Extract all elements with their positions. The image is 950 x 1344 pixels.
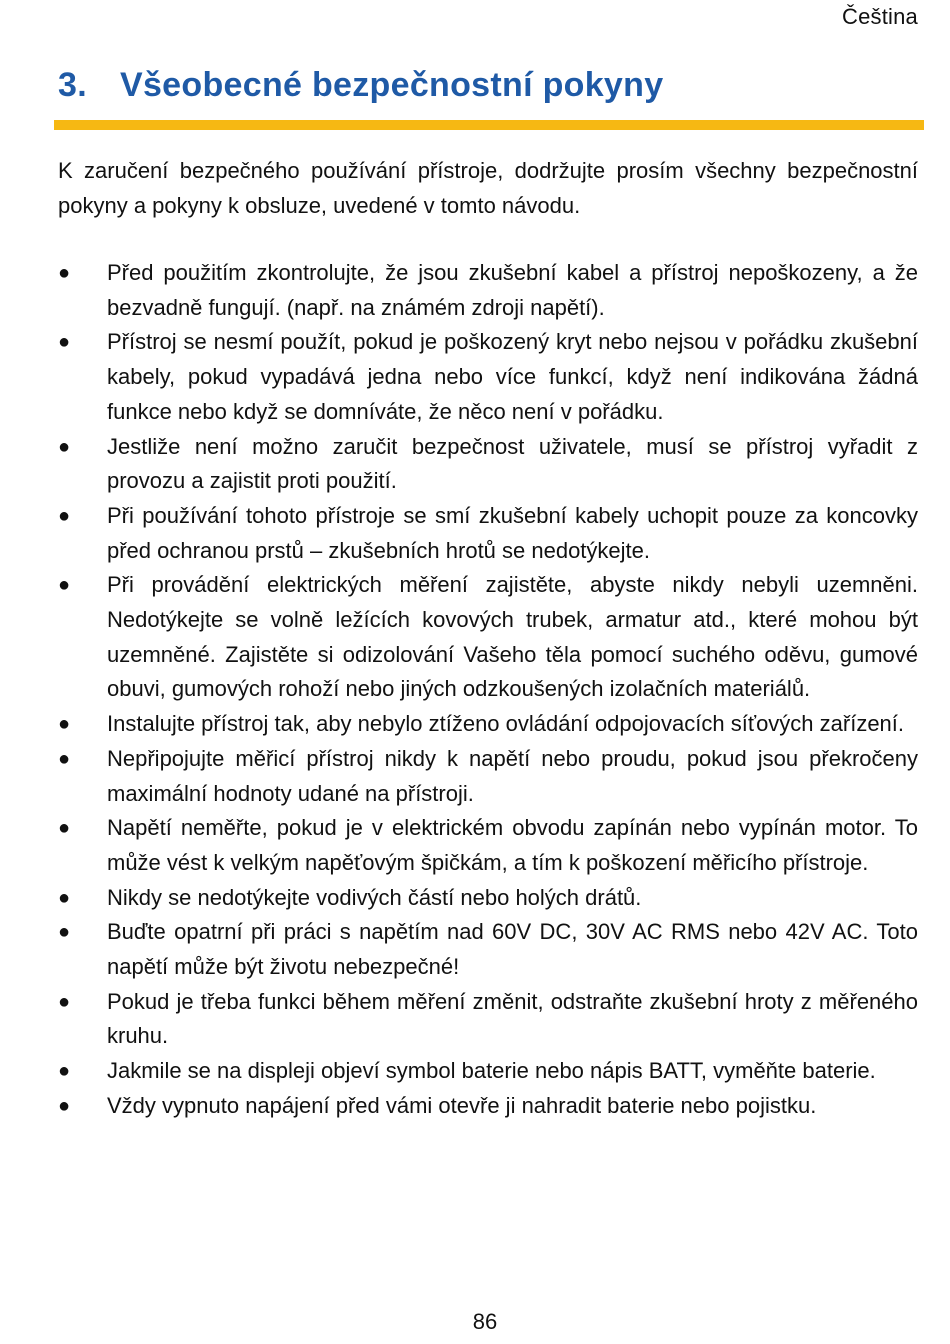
list-item <box>58 915 918 984</box>
section-number: 3. <box>58 66 87 104</box>
list-item <box>58 881 918 916</box>
list-item <box>58 1089 918 1124</box>
bullet-icon: ● <box>58 1060 71 1083</box>
list-item-text: Nikdy se nedotýkejte vodivých částí nebo holých drátů. <box>107 884 642 910</box>
list-item <box>58 568 918 707</box>
list-item-text: Při používání tohoto přístroje se smí zkušební kabely uchopit pouze za koncovky před ochranou prstů – zkušebních hrotů se nedotýkejte. <box>107 502 918 563</box>
bullet-icon: ● <box>58 331 71 354</box>
list-item-text: Před použitím zkontrolujte, že jsou zkušební kabel a přístroj nepoškozeny, a že bezvadně fungují. (např. na známém zdroji napětí). <box>107 260 918 320</box>
bullet-icon: ● <box>58 817 71 840</box>
bullet-icon: ● <box>58 574 71 597</box>
bullet-icon: ● <box>58 435 71 458</box>
list-item-text: Pokud je třeba funkci během měření změnit, odstraňte zkušební hroty z měřeného kruhu. <box>107 988 918 1049</box>
list-item-text: Přístroj se nesmí použít, pokud je poškozený kryt nebo nejsou v pořádku zkušební kabely, pokud vypadává jedna nebo více funkcí, když není indikována žádná funkce nebo když se domníváte, že něco není v pořádku. <box>107 329 918 424</box>
section-title: Všeobecné bezpečnostní pokyny <box>120 66 664 104</box>
bullet-icon: ● <box>58 262 71 284</box>
list-item <box>58 325 918 429</box>
page-number: 86 <box>472 1309 498 1334</box>
list-item <box>58 742 918 811</box>
bullet-icon: ● <box>58 1094 71 1117</box>
list-item <box>58 430 918 499</box>
list-item <box>58 707 918 742</box>
bullet-icon: ● <box>58 921 71 944</box>
list-item-text: Buďte opatrní při práci s napětím nad 60V DC, 30V AC RMS nebo 42V AC. Toto napětí může být životu nebezpečné! <box>107 919 918 980</box>
list-item <box>58 811 918 880</box>
list-item-text: Jakmile se na displeji objeví symbol baterie nebo nápis BATT, vyměňte baterie. <box>107 1058 876 1084</box>
list-item <box>58 985 918 1054</box>
title-underline-rule <box>54 120 924 130</box>
list-item-text: Nepřipojujte měřicí přístroj nikdy k napětí nebo proudu, pokud jsou překročeny maximální hodnoty udané na přístroji. <box>107 745 918 806</box>
list-item-text: Napětí neměřte, pokud je v elektrickém obvodu zapínán nebo vypínán motor. To může vést k velkým napěťovým špičkám, a tím k poškození měřicího přístroje. <box>107 815 918 875</box>
list-item <box>58 256 918 325</box>
section-heading <box>58 66 663 105</box>
list-item-text: Jestliže není možno zaručit bezpečnost uživatele, musí se přístroj vyřadit z provozu a zajistit proti použití. <box>107 433 918 494</box>
intro-paragraph: K zaručení bezpečného používání přístroje, dodržujte prosím všechny bezpečnostní pokyny a pokyny k obsluze, uvedené v tomto návodu. <box>58 158 918 218</box>
bullet-icon: ● <box>58 990 71 1013</box>
list-item-text: Při provádění elektrických měření zajistěte, abyste nikdy nebyli uzemněni. Nedotýkejte se volně ležících kovových trubek, armatur atd., které mohou být uzemněné. Zajistěte si odizolování Vašeho těla pomocí suchého oděvu, gumové obuvi, gumových rohoží nebo jiných odzkoušených izolačních materiálů. <box>107 572 918 702</box>
list-item <box>58 499 918 568</box>
list-item-text: Vždy vypnuto napájení před vámi otevře ji nahradit baterie nebo pojistku. <box>107 1092 817 1118</box>
bullet-icon: ● <box>58 886 71 909</box>
bullet-icon: ● <box>58 504 71 527</box>
language-label: Čeština <box>842 4 918 29</box>
bullet-icon: ● <box>58 713 71 736</box>
safety-instructions-list <box>58 256 918 1124</box>
list-item-text: Instalujte přístroj tak, aby nebylo ztíženo ovládání odpojovacích síťových zařízení. <box>107 711 905 737</box>
list-item <box>58 1054 918 1089</box>
bullet-icon: ● <box>58 747 71 770</box>
